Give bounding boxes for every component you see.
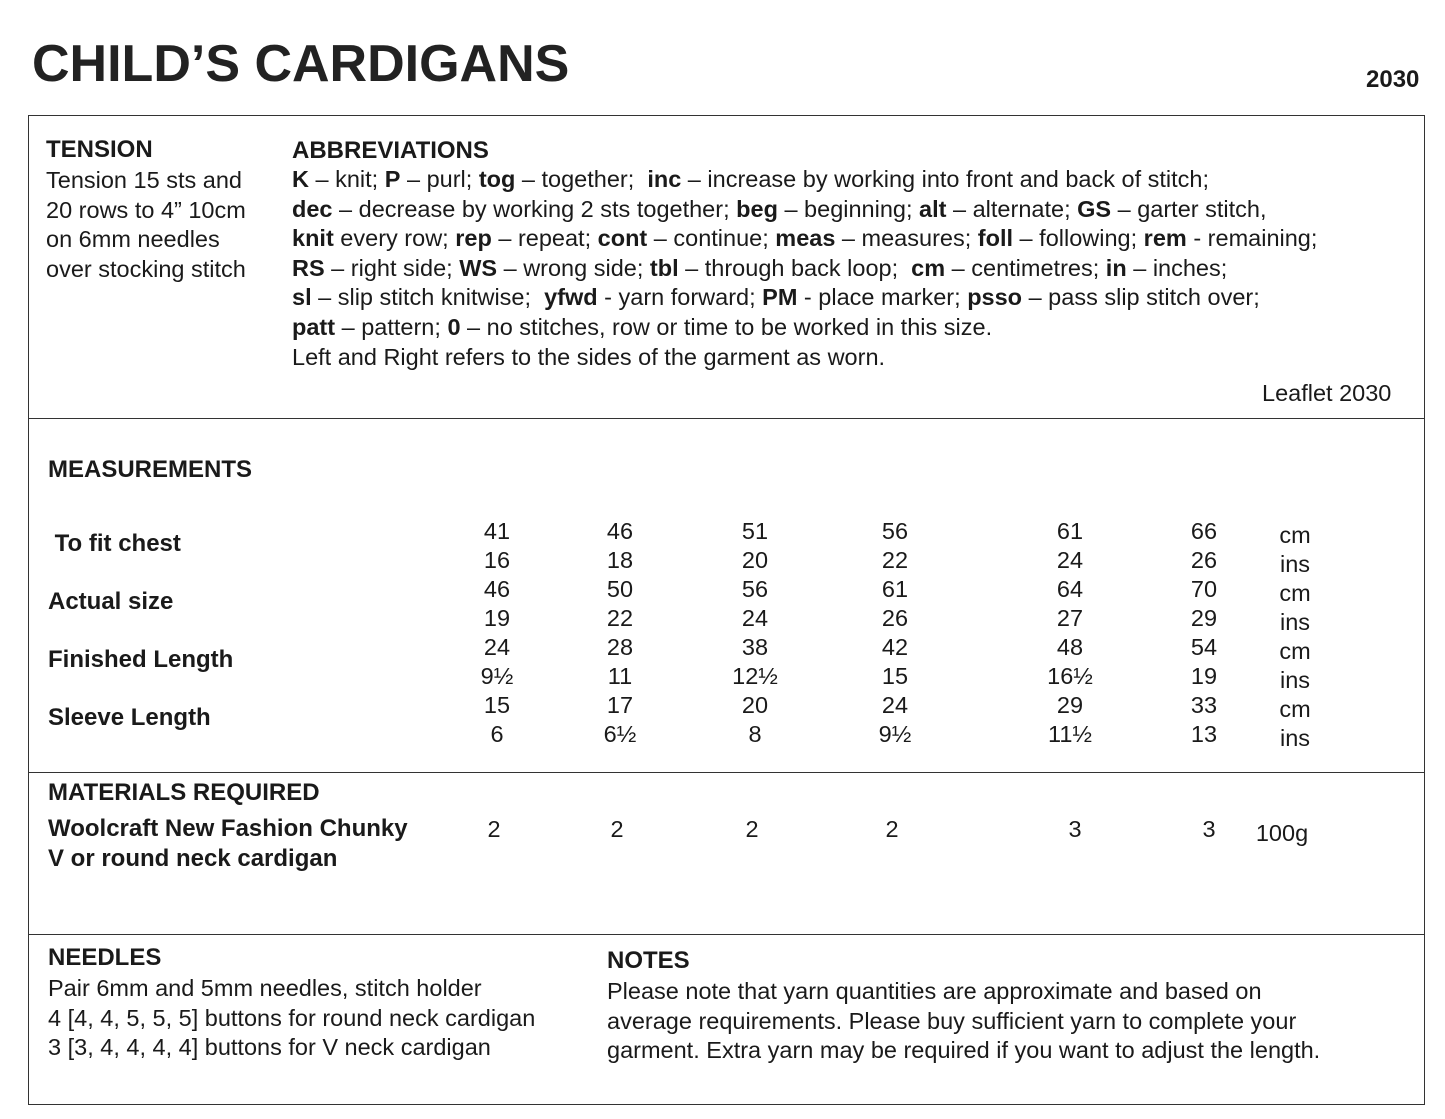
abbreviation-definition: – slip stitch knitwise; (311, 284, 545, 311)
materials-heading: MATERIALS REQUIRED (48, 779, 320, 806)
leaflet-code: 2030 (1366, 66, 1420, 93)
measurement-unit: ins (1279, 551, 1311, 577)
notes-section (607, 947, 1320, 1066)
measurement-value: 6½ (603, 721, 637, 747)
abbreviation-definition: – knit; (308, 166, 385, 192)
measurement-value: 33 (1190, 692, 1218, 718)
abbreviation-term: tog (478, 166, 516, 192)
yarn-quantity: 2 (610, 816, 624, 842)
abbreviation-term: alt (919, 195, 947, 222)
tension-line: over stocking stitch (46, 255, 246, 282)
page-title: CHILD’S CARDIGANS (32, 35, 570, 93)
measurement-value: 28 (606, 634, 634, 660)
notes-line: Please note that yarn quantities are approximate and based on (607, 978, 1262, 1004)
abbreviation-definition: every row; (333, 225, 456, 252)
measurement-value: 16½ (1047, 663, 1093, 689)
measurement-value: 26 (1190, 547, 1218, 573)
measurement-value: 24 (741, 605, 769, 631)
measurement-value: 18 (606, 547, 634, 573)
abbreviation-definition: – centimetres; (945, 254, 1106, 281)
yarn-quantity: 2 (487, 816, 501, 842)
abbreviation-definition: – garter stitch, (1111, 195, 1267, 222)
measurement-label: Sleeve Length (48, 704, 211, 731)
measurements-heading: MEASUREMENTS (48, 456, 253, 483)
abbreviation-term: K (292, 166, 309, 192)
measurement-value: 64 (1056, 576, 1084, 602)
abbreviation-definition: – pass slip stitch over; (1022, 284, 1260, 311)
abbreviations-list (292, 165, 1317, 372)
measurement-value: 61 (1056, 518, 1084, 544)
measurement-value: 42 (881, 634, 909, 660)
measurement-value: 46 (483, 576, 511, 602)
notes-line: garment. Extra yarn may be required if you want to adjust the length. (607, 1037, 1321, 1064)
abbreviation-definition: – purl; (400, 166, 479, 192)
abbreviation-term: 0 (447, 313, 461, 340)
abbreviation-term: inc (647, 166, 682, 192)
measurement-unit: cm (1279, 522, 1311, 548)
abbreviation-line (292, 224, 1317, 254)
measurement-value: 46 (606, 518, 634, 544)
abbreviation-definition: – right side; (324, 254, 460, 281)
measurement-value: 38 (741, 634, 769, 660)
measurement-value: 61 (881, 576, 909, 602)
divider-needles (28, 934, 1425, 935)
abbreviation-definition: - place marker; (797, 284, 968, 311)
tension-line: Tension 15 sts and (46, 167, 242, 193)
measurement-value: 11 (607, 663, 633, 689)
measurement-value: 13 (1190, 721, 1218, 747)
measurement-value: 17 (606, 692, 634, 718)
measurement-value: 8 (748, 721, 762, 747)
abbreviation-definition: – following; (1013, 225, 1144, 252)
abbreviation-definition: – continue; (647, 225, 776, 252)
abbreviation-term: patt (292, 313, 336, 340)
measurement-unit: ins (1279, 667, 1311, 693)
yarn-quantity: 3 (1202, 816, 1216, 842)
abbreviation-line (292, 343, 1317, 373)
measurement-value: 51 (741, 518, 769, 544)
abbreviation-line (292, 195, 1317, 225)
abbreviation-term: in (1105, 254, 1127, 281)
abbreviation-definition: - yarn forward; (597, 284, 763, 311)
measurement-value: 41 (483, 518, 511, 544)
abbreviation-definition: - remaining; (1186, 225, 1318, 252)
notes-heading: NOTES (607, 947, 690, 974)
abbreviation-term: PM (762, 284, 798, 311)
abbreviation-term: rep (455, 225, 492, 252)
abbreviation-term: knit (292, 225, 334, 252)
measurement-value: 29 (1056, 692, 1084, 718)
leaflet-label: Leaflet 2030 (1262, 380, 1392, 406)
yarn-name: Woolcraft New Fashion Chunky (48, 815, 408, 842)
abbreviation-line (292, 283, 1317, 313)
yarn-unit: 100g (1255, 820, 1309, 846)
abbreviation-definition: – increase by working into front and back of stitch; (681, 166, 1209, 192)
notes-line: average requirements. Please buy sufficient yarn to complete your (607, 1007, 1297, 1034)
measurement-value: 12½ (732, 663, 778, 689)
abbreviation-term: beg (736, 195, 778, 222)
abbreviation-definition: – measures; (835, 225, 978, 252)
yarn-quantity: 3 (1068, 816, 1082, 842)
measurement-value: 9½ (480, 663, 514, 689)
divider-tension (28, 418, 1425, 419)
abbreviation-definition: – pattern; (335, 313, 448, 340)
abbreviation-term: rem (1143, 225, 1187, 252)
yarn-description (48, 814, 408, 874)
tension-line: on 6mm needles (46, 226, 220, 253)
abbreviation-term: tbl (649, 254, 679, 281)
yarn-quantity: 2 (745, 816, 759, 842)
measurement-value: 70 (1190, 576, 1218, 602)
abbreviation-definition: – repeat; (491, 225, 598, 252)
abbreviation-definition: – wrong side; (497, 254, 650, 281)
measurement-value: 56 (741, 576, 769, 602)
tension-section (46, 136, 246, 284)
tension-line: 20 rows to 4” 10cm (46, 196, 246, 223)
measurement-value: 26 (881, 605, 909, 631)
measurement-unit: ins (1279, 725, 1311, 751)
measurement-value: 6 (490, 721, 504, 747)
abbreviation-term: dec (292, 195, 333, 222)
measurement-label: To fit chest (48, 530, 181, 557)
abbreviation-definition: – alternate; (946, 195, 1078, 222)
measurement-label: Finished Length (48, 646, 234, 673)
tension-heading: TENSION (46, 136, 153, 163)
measurement-value: 54 (1190, 634, 1218, 660)
yarn-quantity: 2 (885, 816, 899, 842)
abbreviation-term: meas (775, 225, 836, 252)
abbreviation-line (292, 254, 1317, 284)
measurement-value: 66 (1190, 518, 1218, 544)
measurement-value: 11½ (1048, 721, 1092, 747)
abbreviation-definition: – beginning; (777, 195, 920, 222)
measurement-value: 48 (1056, 634, 1084, 660)
abbreviation-term: yfwd (544, 284, 598, 311)
divider-materials (28, 772, 1425, 773)
abbreviation-line (292, 313, 1317, 343)
needles-line: 4 [4, 4, 5, 5, 5] buttons for round neck cardigan (48, 1004, 536, 1031)
measurement-value: 16 (483, 547, 511, 573)
measurement-value: 20 (741, 547, 769, 573)
abbreviation-term: foll (977, 225, 1014, 252)
needles-line: 3 [3, 4, 4, 4, 4] buttons for V neck cardigan (48, 1034, 491, 1061)
abbreviation-term: cm (911, 254, 946, 281)
measurement-value: 20 (741, 692, 769, 718)
abbreviation-definition: – together; (515, 166, 648, 192)
abbreviation-definition: – inches; (1126, 254, 1228, 281)
abbreviation-definition: – decrease by working 2 sts together; (332, 195, 737, 222)
measurement-value: 29 (1190, 605, 1218, 631)
measurement-value: 56 (881, 518, 909, 544)
measurement-value: 24 (483, 634, 511, 660)
abbreviation-term: sl (292, 284, 312, 311)
measurement-value: 24 (881, 692, 909, 718)
abbreviation-term: P (384, 166, 401, 192)
measurement-value: 22 (606, 605, 634, 631)
abbreviation-definition: – no stitches, row or time to be worked in this size. (460, 313, 993, 340)
abbreviation-term: cont (597, 225, 648, 252)
abbreviation-term: GS (1077, 195, 1112, 222)
measurement-value: 15 (483, 692, 511, 718)
measurement-value: 24 (1056, 547, 1084, 573)
needles-section (48, 944, 535, 1063)
measurement-unit: cm (1279, 696, 1311, 722)
abbreviation-definition: – through back loop; (678, 254, 912, 281)
needles-line: Pair 6mm and 5mm needles, stitch holder (48, 975, 482, 1001)
measurement-label: Actual size (48, 588, 174, 615)
abbreviations-section (292, 137, 1317, 372)
measurement-unit: ins (1279, 609, 1311, 635)
abbreviation-term: psso (967, 284, 1023, 311)
measurement-value: 9½ (878, 721, 912, 747)
abbreviation-line (292, 165, 1317, 195)
measurement-value: 22 (881, 547, 909, 573)
measurement-value: 15 (881, 663, 909, 689)
measurement-unit: cm (1279, 580, 1311, 606)
needles-heading: NEEDLES (48, 944, 162, 971)
yarn-garment: V or round neck cardigan (48, 845, 338, 872)
abbreviation-term: WS (459, 254, 498, 281)
measurement-value: 50 (606, 576, 634, 602)
measurement-value: 19 (1190, 663, 1218, 689)
measurement-value: 19 (483, 605, 511, 631)
abbreviation-definition: Left and Right refers to the sides of the garment as worn. (292, 343, 886, 370)
abbreviation-term: RS (292, 254, 325, 281)
measurement-value: 27 (1056, 605, 1084, 631)
measurement-unit: cm (1279, 638, 1311, 664)
abbreviations-heading: ABBREVIATIONS (292, 137, 489, 164)
